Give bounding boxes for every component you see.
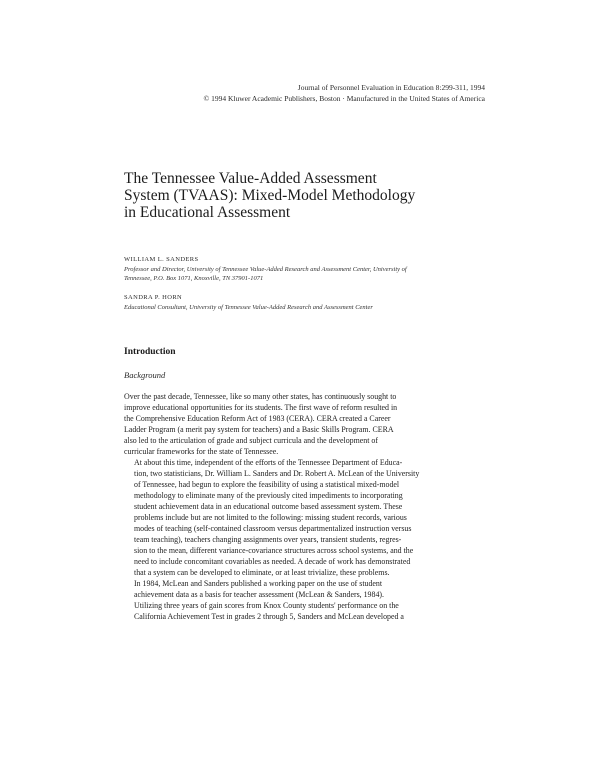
text-line: methodology to eliminate many of the previously cited impediments to incorporating (134, 491, 403, 501)
affiliation-line: Tennessee, P.O. Box 1071, Knoxville, TN 37901-1071 (124, 275, 264, 282)
paragraph (124, 458, 482, 578)
text-line: At about this time, independent of the efforts of the Tennessee Department of Educa- (134, 458, 403, 468)
author-affiliation (124, 303, 494, 312)
text-line: student achievement data in an educational outcome based assessment system. These (134, 502, 403, 512)
text-line: also led to the articulation of grade and subject curricula and the development of (124, 435, 378, 445)
text-line: the Comprehensive Education Reform Act of 1983 (CERA). CERA created a Career (124, 413, 391, 423)
paragraph (124, 579, 482, 623)
paragraph (124, 392, 482, 457)
text-line: curricular frameworks for the state of Tennessee. (124, 446, 279, 456)
author-affiliation (124, 265, 494, 283)
journal-citation: Journal of Personnel Evaluation in Education 8:299-311, 1994 (297, 83, 485, 92)
text-line: In 1984, McLean and Sanders published a working paper on the use of student (134, 579, 383, 589)
author-entry (124, 255, 494, 283)
affiliation-line: Educational Consultant, University of Tennessee Value-Added Research and Assessment Center (124, 304, 373, 311)
body-text (124, 392, 482, 623)
author-entry (124, 293, 494, 312)
section-heading: Introduction (124, 347, 176, 357)
title-line: in Educational Assessment (124, 204, 291, 221)
text-line: sion to the mean, different variance-covariance structures across school systems, and the (134, 545, 414, 555)
text-line: California Achievement Test in grades 2 through 5, Sanders and McLean developed a (134, 612, 404, 622)
copyright-notice: © 1994 Kluwer Academic Publishers, Boston · Manufactured in the United States of America (203, 94, 485, 103)
text-line: Over the past decade, Tennessee, like so many other states, has continuously sought to (124, 392, 397, 401)
author-name: SANDRA P. HORN (124, 294, 183, 301)
text-line: modes of teaching (self-contained classroom versus departmentalized instruction versus (134, 523, 412, 533)
author-name: WILLIAM L. SANDERS (124, 256, 199, 263)
subsection-heading: Background (124, 370, 166, 380)
text-line: Ladder Program (a merit pay system for teachers) and a Basic Skills Program. CERA (124, 424, 394, 434)
text-line: tion, two statisticians, Dr. William L. Sanders and Dr. Robert A. McLean of the University (134, 469, 420, 479)
text-line: achievement data as a basis for teacher assessment (McLean & Sanders, 1984). (134, 590, 384, 600)
journal-header (204, 82, 485, 104)
author-block (124, 255, 494, 322)
text-line: problems include but are not limited to the following: missing student records, various (134, 512, 407, 522)
text-line: improve educational opportunities for its students. The first wave of reform resulted in (124, 402, 398, 412)
text-line: of Tennessee, had begun to explore the feasibility of using a statistical mixed-model (134, 480, 400, 490)
title-line: System (TVAAS): Mixed-Model Methodology (124, 187, 416, 204)
text-line: need to include concomitant covariables as needed. A decade of work has demonstrated (134, 556, 411, 566)
text-line: Utilizing three years of gain scores from Knox County students' performance on the (134, 601, 399, 611)
paper-title (124, 170, 504, 221)
title-line: The Tennessee Value-Added Assessment (124, 170, 377, 187)
text-line: that a system can be developed to eliminate, or at least trivialize, these problems. (134, 567, 390, 577)
text-line: team teaching), teachers changing assignments over years, transient students, regres- (134, 534, 402, 544)
affiliation-line: Professor and Director, University of Tennessee Value-Added Research and Assessment Center, University of (124, 266, 407, 273)
